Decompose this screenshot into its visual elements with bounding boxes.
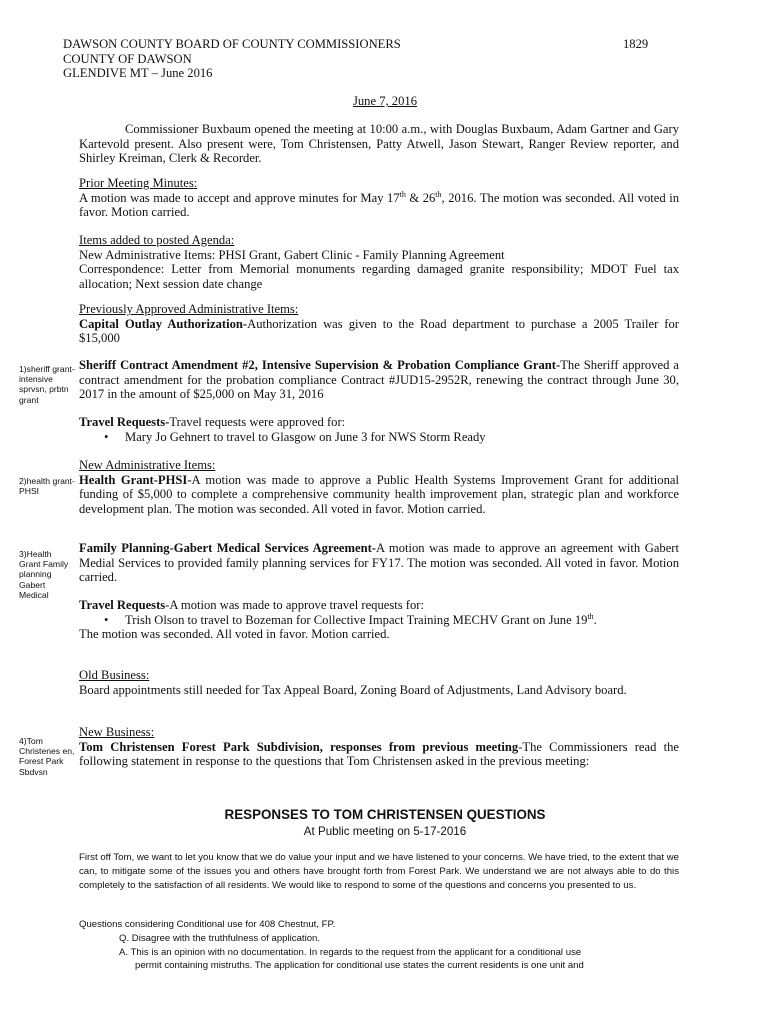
old-business-heading: Old Business: <box>79 668 150 682</box>
previously-approved-heading: Previously Approved Administrative Items: <box>79 302 299 316</box>
travel-requests-section-2: Travel Requests-A motion was made to approve travel requests for: • Trish Olson to travel to Bozeman for Collective Impact Training MECHV Grant on June 19th. The motion was seconded. All voted in favor. Motion carried. <box>79 598 679 642</box>
sheriff-contract-section: Sheriff Contract Amendment #2, Intensive Supervision & Probation Compliance Grant-The Sheriff approved a contract amendment for the probation compliance Contract #JUD15-2952R, renewing the contract through June 30, 2017 in the amount of $25,000 on May 31, 2016 <box>79 358 680 402</box>
list-item: • Trish Olson to travel to Bozeman for Collective Impact Training MECHV Grant on June 19th. <box>104 611 597 627</box>
answer-line-1: A. This is an opinion with no documentation. In regards to the request from the applicant for a conditional use <box>119 946 582 958</box>
margin-note-family-planning: 3)Health Grant Family planning Gabert Medical <box>19 549 69 600</box>
items-added-section <box>79 233 679 291</box>
travel-requests-section-1: Travel Requests-Travel requests were approved for: • Mary Jo Gehnert to travel to Glasgow on June 3 for NWS Storm Ready <box>79 415 679 444</box>
old-business-section: Old Business: Board appointments still needed for Tax Appeal Board, Zoning Board of Adjustments, Land Advisory board. <box>79 668 679 697</box>
responses-title: RESPONSES TO TOM CHRISTENSEN QUESTIONS <box>224 807 546 822</box>
new-admin-heading: New Administrative Items: <box>79 458 216 472</box>
previously-approved-section <box>79 302 679 346</box>
margin-note-health-grant: 2)health grant-PHSI <box>19 476 75 497</box>
prior-minutes-section <box>79 176 679 220</box>
capital-outlay-item: Capital Outlay Authorization-Authorization was given to the Road department to purchase a 2005 Trailer for $15,000 <box>79 316 679 346</box>
meeting-date: June 7, 2016 <box>352 94 417 108</box>
list-item: • Mary Jo Gehnert to travel to Glasgow on June 3 for NWS Storm Ready <box>104 429 486 444</box>
responses-subtitle: At Public meeting on 5-17-2016 <box>303 825 467 838</box>
header-location-date: GLENDIVE MT – June 2016 <box>63 66 213 81</box>
prior-minutes-text: A motion was made to accept and approve minutes for May 17th & 26th, 2016. The motion was seconded. All voted in favor. Motion carried. <box>79 189 679 220</box>
new-admin-section: New Administrative Items: Health Grant-PHSI-A motion was made to approve a Public Health Systems Improvement Grant for additional funding of $5,000 to complete a comprehensive community health improvement plan, strategic plan and workforce development plan. The motion was seconded. All voted in favor. Motion carried. <box>79 458 679 516</box>
questions-section <box>79 918 679 973</box>
document-header <box>63 37 663 81</box>
opening-paragraph: Commissioner Buxbaum opened the meeting at 10:00 a.m., with Douglas Buxbaum, Adam Gartner and Gary Kartevold present. Also present were, Tom Christensen, Patty Atwell, Jason Stewart, Ranger Review reporter, and Shirley Kreiman, Clerk & Recorder. <box>79 122 679 166</box>
items-added-heading: Items added to posted Agenda: <box>79 233 235 247</box>
answer-line-2: permit containing mistruths. The application for conditional use states the current residents is one unit and <box>135 960 584 972</box>
question-item: Q. Disagree with the truthfulness of application. <box>119 932 321 944</box>
header-board-name: DAWSON COUNTY BOARD OF COUNTY COMMISSIONERS <box>63 37 401 51</box>
responses-intro: First off Tom, we want to let you know that we do value your input and we have listened to your concerns. We have tried, to the extent that we can, to mitigate some of the issues you and others have brought forth from Forest Park. We understand we are not always able to do this completely to the satisfaction of all residents. We would like to respond to some of the questions and concerns you presented to us. <box>79 852 679 891</box>
family-planning-section: Family Planning-Gabert Medical Services Agreement-A motion was made to approve an agreement with Gabert Medial Services to provided family planning services for FY17. The motion was seconded. All voted in favor. Motion carried. <box>79 541 679 585</box>
margin-note-tom-christensen: 4)Tom Christenes en, Forest Park Sbdvsn <box>19 736 75 777</box>
items-added-line2: Correspondence: Letter from Memorial monuments regarding damaged granite responsibility; MDOT Fuel tax allocation; Next session date change <box>79 262 679 291</box>
margin-note-sheriff: 1)sheriff grant- intensive sprvsn, prbtn grant <box>19 364 75 405</box>
new-business-section: New Business: Tom Christensen Forest Park Subdivision, responses from previous meeting-The Commissioners read the following statement in response to the questions that Tom Christensen asked in the previous meeting: <box>79 725 679 769</box>
header-county: COUNTY OF DAWSON <box>63 51 192 66</box>
items-added-line1: New Administrative Items: PHSI Grant, Gabert Clinic - Family Planning Agreement <box>79 247 505 262</box>
new-business-heading: New Business: <box>79 725 155 739</box>
prior-minutes-heading: Prior Meeting Minutes: <box>79 176 198 190</box>
questions-heading: Questions considering Conditional use for 408 Chestnut, FP. <box>79 919 336 930</box>
page-number: 1829 <box>623 37 649 51</box>
